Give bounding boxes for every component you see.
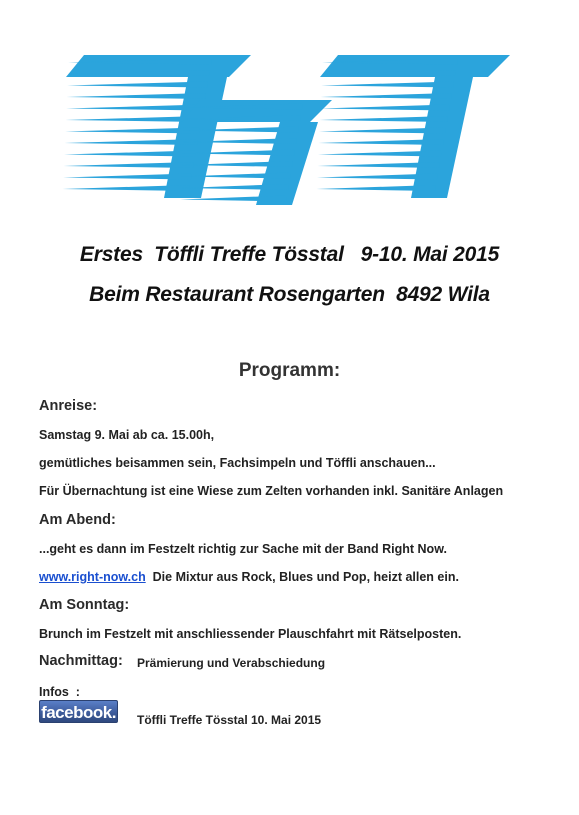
infos-label: Infos :: [39, 685, 80, 699]
event-location: Beim Restaurant Rosengarten 8492 Wila: [89, 283, 490, 306]
logo-speed-stripe: [320, 105, 450, 111]
afternoon-text: Prämierung und Verabschiedung: [137, 656, 326, 670]
logo-speed-stripe: [317, 185, 436, 191]
logo-speed-stripe: [318, 151, 441, 157]
arrival-heading: Anreise:: [39, 398, 98, 414]
logo-speed-stripe: [318, 162, 440, 168]
logo-speed-stripe: [65, 128, 199, 134]
logo-speed-stripe: [319, 128, 445, 134]
logo-speed-stripe: [66, 116, 202, 122]
logo-speed-stripe: [317, 174, 437, 180]
band-description: Die Mixtur aus Rock, Blues und Pop, heizt allen ein.: [145, 570, 459, 584]
logo-letter-t: [317, 55, 511, 198]
band-website-link[interactable]: www.right-now.ch: [39, 570, 146, 584]
evening-heading: Am Abend:: [39, 512, 116, 528]
facebook-logo[interactable]: facebook.: [39, 700, 118, 723]
logo-speed-stripe: [67, 93, 206, 99]
evening-line: ...geht es dann im Festzelt richtig zur Sache mit der Band Right Now.: [39, 542, 447, 556]
band-line: [39, 570, 459, 584]
arrival-line: Samstag 9. Mai ab ca. 15.00h,: [39, 428, 215, 442]
program-heading: Programm:: [238, 360, 341, 381]
logo-speed-stripe: [321, 93, 452, 99]
logo-speed-stripe: [65, 139, 198, 145]
sunday-line: Brunch im Festzelt mit anschliessender Plauschfahrt mit Rätselposten.: [39, 627, 462, 641]
sunday-heading: Am Sonntag:: [39, 597, 130, 613]
logo-speed-stripe: [64, 151, 195, 157]
event-title: Erstes Töffli Treffe Tösstal 9-10. Mai 2015: [79, 243, 500, 266]
afternoon-heading: Nachmittag:: [39, 653, 123, 669]
logo-speed-stripe: [66, 105, 204, 111]
logo-speed-stripe: [320, 116, 448, 122]
logo-speed-stripe: [321, 82, 454, 88]
logo-speed-stripe: [63, 174, 191, 180]
logo-speed-stripe: [63, 185, 190, 191]
arrival-line: gemütliches beisammen sein, Fachsimpeln und Töffli anschauen...: [39, 456, 436, 470]
logo-speed-stripe: [67, 82, 208, 88]
ttt-logo: [0, 0, 579, 215]
logo-speed-stripe: [319, 139, 444, 145]
arrival-line: Für Übernachtung ist eine Wiese zum Zelten vorhanden inkl. Sanitäre Anlagen: [39, 484, 504, 498]
logo-speed-stripe: [64, 162, 194, 168]
facebook-page-name: Töffli Treffe Tösstal 10. Mai 2015: [137, 713, 322, 727]
